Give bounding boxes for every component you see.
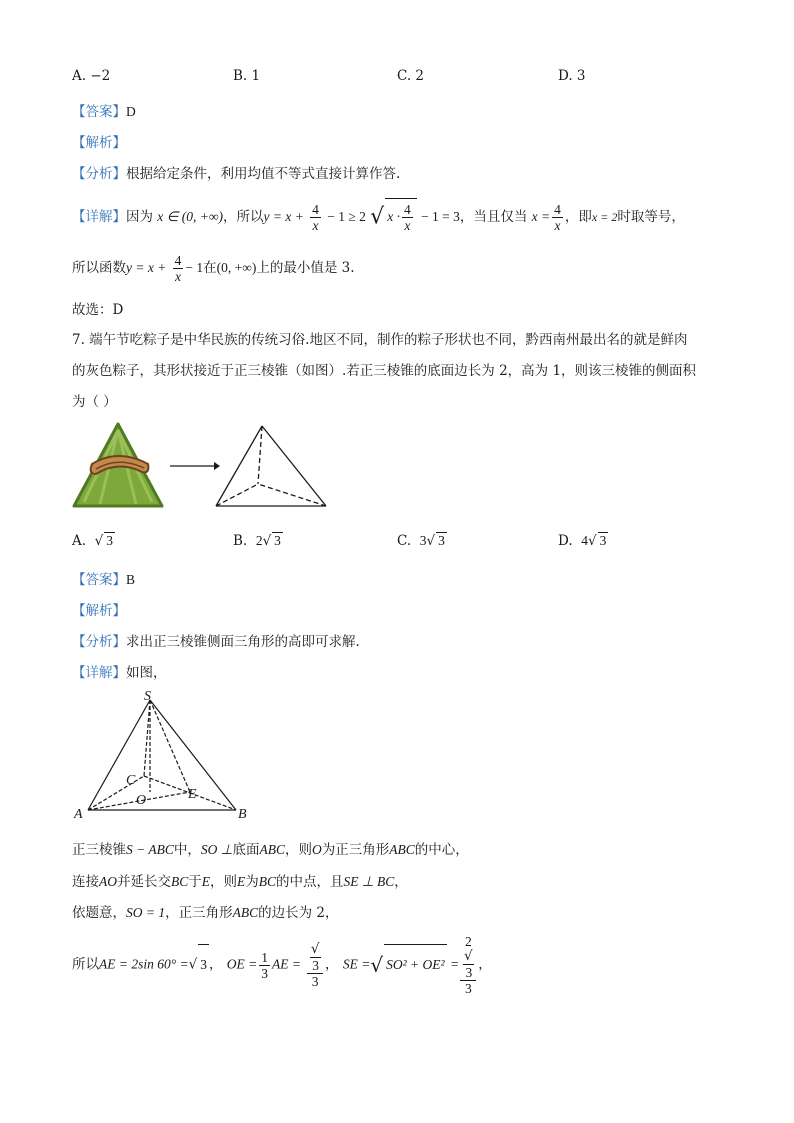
- xiangjie-tag: 【详解】: [72, 665, 126, 681]
- q7-solution-line-2: 连接AO并延长交BC于E，则E为BC的中点，且SE ⊥ BC，: [72, 874, 408, 890]
- sqrt-body: x · $\frac{4}{x}$: [385, 198, 417, 235]
- pyramid-edges: [88, 700, 236, 810]
- q6-option-d: D. 3: [558, 68, 586, 84]
- math-expr: y = x +: [126, 260, 167, 275]
- xiangjie-tag: 【详解】: [72, 209, 126, 225]
- q6-option-a: A. −2: [72, 68, 111, 84]
- detail-text: ，即: [564, 209, 592, 225]
- q6-option-c: C. 2: [397, 68, 425, 84]
- fenxi-text: 根据给定条件，利用均值不等式直接计算作答.: [126, 166, 401, 182]
- fraction: $\frac{4}{x}$: [174, 253, 182, 284]
- label-b: B: [238, 807, 247, 822]
- fenxi-tag: 【分析】: [72, 634, 126, 650]
- q7-solution-line-1: 正三棱锥S − ABC中，SO ⊥底面ABC，则O为正三角形ABC的中心，: [72, 842, 469, 858]
- q7-xiangjie-line: [72, 661, 167, 681]
- q6-detail-line-2: [72, 250, 355, 286]
- q7-solution-line-3: 依题意，SO = 1，正三角形ABC的边长为 2，: [72, 905, 339, 921]
- q6-choose: 故选：D: [72, 302, 124, 318]
- pyramid-figure: [70, 688, 270, 824]
- q7-option-a: A. √ 3: [72, 533, 113, 549]
- detail-text: ，所以: [223, 209, 264, 225]
- detail-text: 如图，: [126, 665, 167, 681]
- q7-stem-line-3: 为（ ）: [72, 394, 117, 410]
- zongzi-image: [74, 424, 162, 506]
- math-expr: − 1: [185, 260, 204, 275]
- q7-solution-line-4: 所以AE = 2sin 60° =√ 3 ， OE = $\frac{1}{3}$ AE = √ 3 3 ， SE =√ SO² + OE² = 2 √ 3 3 ，: [72, 934, 492, 996]
- math-expr: − 1 = 3: [421, 209, 460, 224]
- fenxi-text: 求出正三棱锥侧面三角形的高即可求解.: [126, 634, 360, 650]
- label-c: C: [126, 773, 136, 788]
- answer-tag: 【答案】: [72, 104, 126, 120]
- arrow-icon: [170, 462, 220, 470]
- answer-tag: 【答案】: [72, 572, 126, 588]
- math-expr: (0, +∞): [216, 260, 257, 275]
- q7-stem-line-1: 7. 端午节吃粽子是中华民族的传统习俗.地区不同，制作的粽子形状也不同，黔西南州最出名的就是鲜肉: [72, 332, 688, 348]
- detail-text: 因为: [126, 209, 153, 225]
- q7-stem-line-2: 的灰色粽子，其形状接近于正三棱锥（如图）.若正三棱锥的底面边长为 2，高为 1，则该三棱锥的侧面积: [72, 363, 697, 379]
- q7-option-c: C. 3√ 3: [397, 533, 445, 549]
- math-expr: y = x +: [263, 209, 304, 224]
- analysis-tag: 【解析】: [72, 603, 126, 619]
- label-a: A: [74, 807, 83, 822]
- pyramid-sketch: [216, 426, 326, 506]
- detail-text: 上的最小值是 3.: [256, 260, 355, 276]
- q6-option-b: B. 1: [233, 68, 261, 84]
- math-expr: − 1 ≥ 2: [327, 209, 366, 224]
- q6-answer-line: [72, 100, 136, 120]
- label-e: E: [188, 787, 197, 802]
- q6-detail-line-1: [72, 198, 685, 234]
- analysis-tag: 【解析】: [72, 135, 126, 151]
- detail-text: ，当且仅当: [459, 209, 528, 225]
- q7-fenxi-line: [72, 630, 360, 650]
- zongzi-figure: [70, 420, 340, 512]
- math-expr: x =: [531, 209, 551, 224]
- sqrt-sign: √: [370, 204, 385, 230]
- q7-answer-line: [72, 568, 135, 588]
- detail-text: 在: [203, 260, 217, 276]
- answer-value: D: [126, 104, 136, 119]
- detail-text: 时取等号，: [617, 209, 685, 225]
- detail-text: 所以函数: [72, 260, 126, 276]
- answer-value: B: [126, 572, 136, 587]
- fraction: $\frac{4}{x}$: [554, 202, 561, 233]
- q7-option-d: D. 4√ 3: [558, 533, 607, 549]
- label-o: O: [136, 793, 147, 808]
- q6-fenxi-line: [72, 162, 400, 182]
- fraction: $\frac{4}{x}$: [312, 202, 319, 233]
- label-s: S: [144, 689, 151, 704]
- math-expr: x = 2: [591, 210, 618, 224]
- math-expr: x ∈ (0, +∞): [157, 209, 224, 224]
- fenxi-tag: 【分析】: [72, 166, 126, 182]
- q7-option-b: B. 2√ 3: [233, 533, 281, 549]
